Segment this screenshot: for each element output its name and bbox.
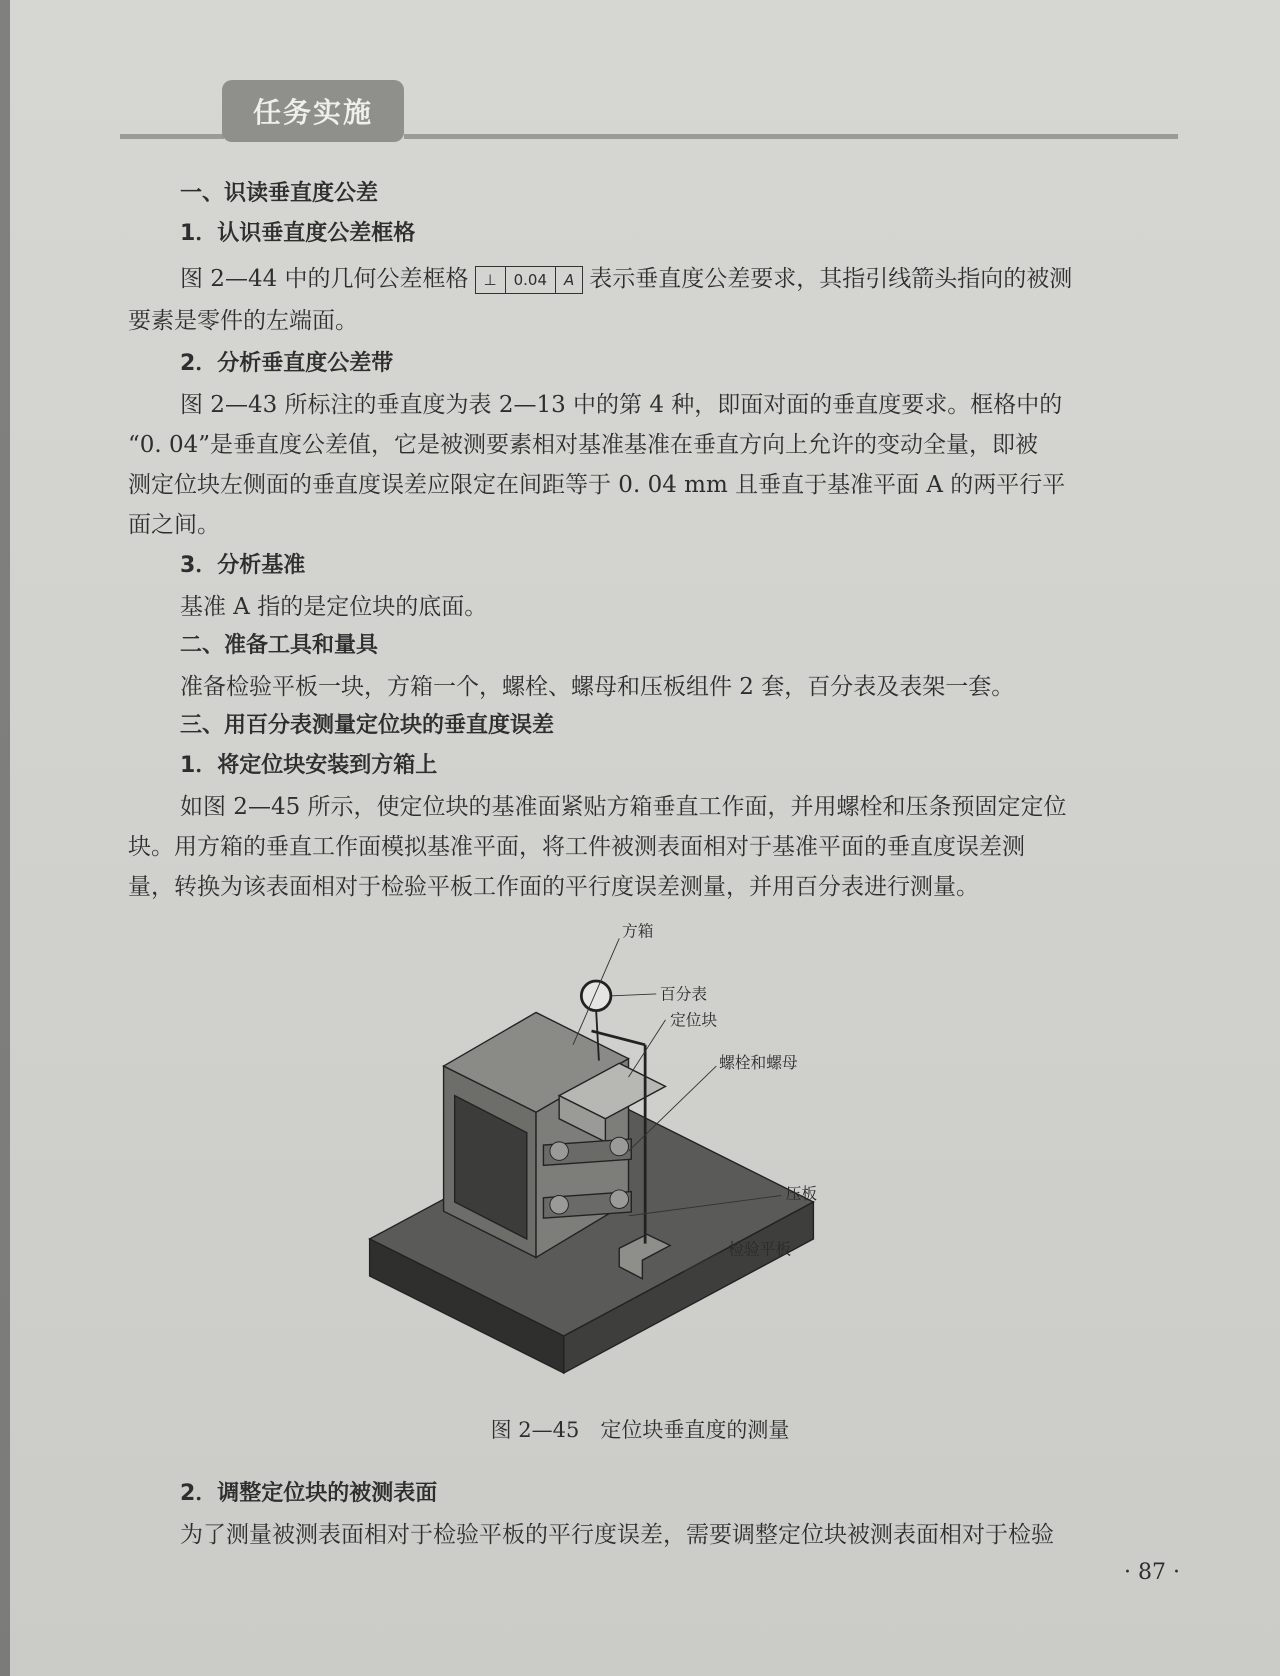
para-3-1-line-3: 量，转换为该表面相对于检验平板工作面的平行度误差测量，并用百分表进行测量。 xyxy=(128,874,979,900)
para-1-3: 基准 A 指的是定位块的底面。 xyxy=(180,594,488,620)
subsection-3-1-title: 1．将定位块安装到方箱上 xyxy=(180,753,438,778)
subsection-1-2-title: 2．分析垂直度公差带 xyxy=(180,351,394,376)
header-rule-right xyxy=(404,134,1178,139)
label-clamp: 压板 xyxy=(785,1184,818,1204)
leader-block xyxy=(628,1020,665,1077)
tolerance-value: 0.04 xyxy=(506,267,556,293)
bolt-2 xyxy=(610,1137,628,1155)
para-3-2-line-1: 为了测量被测表面相对于检验平板的平行度误差，需要调整定位块被测表面相对于检验 xyxy=(180,1522,1054,1548)
dial-indicator xyxy=(581,981,611,1011)
label-indicator: 百分表 xyxy=(659,984,708,1004)
leader-indicator xyxy=(612,994,656,996)
label-box: 方箱 xyxy=(622,921,654,941)
bolt-3 xyxy=(550,1196,568,1214)
para-3-1-line-2: 块。用方箱的垂直工作面模拟基准平面，将工件被测表面相对于基准平面的垂直度误差测 xyxy=(128,834,1025,860)
section-2-title: 二、准备工具和量具 xyxy=(180,633,379,658)
leader-box xyxy=(573,938,619,1044)
para-1-1-after: 表示垂直度公差要求，其指引线箭头指向的被测 xyxy=(589,266,1073,292)
subsection-1-1-title: 1．认识垂直度公差框格 xyxy=(180,221,416,246)
label-block: 定位块 xyxy=(670,1010,718,1030)
subsection-1-3-title: 3．分析基准 xyxy=(180,553,306,578)
tolerance-symbol: ⊥ xyxy=(476,267,506,293)
section-1-title: 一、识读垂直度公差 xyxy=(180,181,379,206)
tolerance-datum: A xyxy=(564,271,575,289)
para-3-1-line-1: 如图 2—45 所示，使定位块的基准面紧贴方箱垂直工作面，并用螺栓和压条预固定定位 xyxy=(180,794,1067,820)
stand-arm xyxy=(592,1031,646,1045)
page-number: · 87 · xyxy=(1124,1560,1180,1585)
para-1-2-line-4: 面之间。 xyxy=(128,512,220,538)
bolt-1 xyxy=(550,1142,568,1160)
para-1-2-line-1: 图 2—43 所标注的垂直度为表 2—13 中的第 4 种，即面对面的垂直度要求。框格中的 xyxy=(180,392,1063,418)
bolt-4 xyxy=(610,1190,628,1208)
section-tab: 任务实施 xyxy=(222,80,404,142)
para-1-2-line-2: “0. 04”是垂直度公差值，它是被测要素相对基准基准在垂直方向上允许的变动全量，即被 xyxy=(128,432,1039,458)
para-2: 准备检验平板一块，方箱一个，螺栓、螺母和压板组件 2 套，百分表及表架一套。 xyxy=(180,674,1015,700)
label-bolts: 螺栓和螺母 xyxy=(719,1052,798,1072)
label-plate: 检验平板 xyxy=(728,1239,792,1259)
subsection-3-2-title: 2．调整定位块的被测表面 xyxy=(180,1481,438,1506)
tolerance-frame xyxy=(475,266,584,294)
section-3-title: 三、用百分表测量定位块的垂直度误差 xyxy=(180,713,555,738)
figure-caption: 图 2—45 定位块垂直度的测量 xyxy=(490,1418,790,1442)
para-1-1-line-1 xyxy=(180,260,1072,294)
para-1-2-line-3: 测定位块左侧面的垂直度误差应限定在间距等于 0. 04 mm 且垂直于基准平面 A 的两平行平 xyxy=(128,472,1066,498)
figure-2-45 xyxy=(330,920,890,1410)
para-1-1-before: 图 2—44 中的几何公差框格 xyxy=(180,266,469,292)
header-rule-left xyxy=(120,134,224,139)
para-1-1-line-2: 要素是零件的左端面。 xyxy=(128,308,358,334)
